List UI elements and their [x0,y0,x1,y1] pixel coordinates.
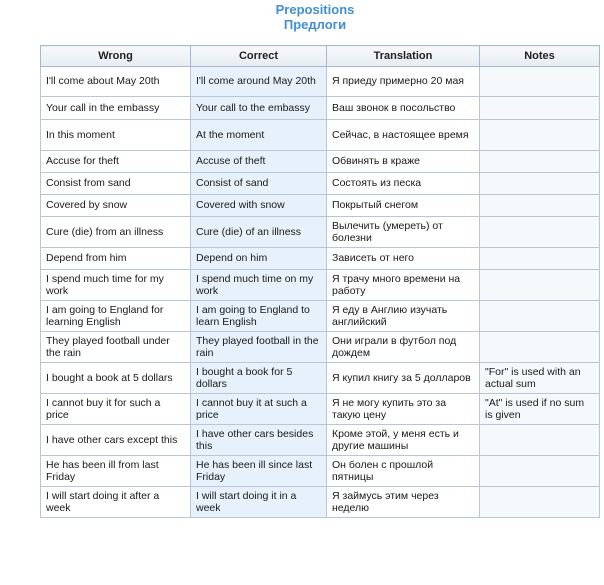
cell-translation: Покрытый снегом [327,195,480,217]
cell-translation: Вылечить (умереть) от болезни [327,217,480,248]
table-row [41,195,600,217]
cell-translation: Я трачу много времени на работу [327,270,480,301]
cell-translation: Он болен с прошлой пятницы [327,456,480,487]
cell-translation: Я еду в Англию изучать английский [327,301,480,332]
cell-notes [480,120,600,151]
cell-translation: Они играли в футбол под дождем [327,332,480,363]
cell-notes [480,301,600,332]
table-row [41,270,600,301]
cell-notes [480,487,600,518]
cell-translation: Я купил книгу за 5 долларов [327,363,480,394]
cell-wrong: I'll come about May 20th [41,67,191,97]
cell-notes [480,332,600,363]
cell-wrong: I cannot buy it for such a price [41,394,191,425]
cell-wrong: Consist from sand [41,173,191,195]
table-row [41,120,600,151]
cell-wrong: Accuse for theft [41,151,191,173]
table-body [41,67,600,518]
cell-notes [480,195,600,217]
cell-wrong: I am going to England for learning English [41,301,191,332]
cell-wrong: I bought a book at 5 dollars [41,363,191,394]
cell-wrong: Your call in the embassy [41,97,191,120]
table-row [41,97,600,120]
cell-correct: I'll come around May 20th [191,67,327,97]
table-row [41,332,600,363]
cell-correct: Consist of sand [191,173,327,195]
cell-translation: Ваш звонок в посольство [327,97,480,120]
page-title [0,2,604,32]
cell-correct: Cure (die) of an illness [191,217,327,248]
table-row [41,248,600,270]
cell-translation: Я не могу купить это за такую цену [327,394,480,425]
cell-wrong: He has been ill from last Friday [41,456,191,487]
cell-translation: Я займусь этим через неделю [327,487,480,518]
table-row [41,67,600,97]
cell-correct: At the moment [191,120,327,151]
cell-correct: Accuse of theft [191,151,327,173]
header-translation: Translation [327,46,480,67]
cell-correct: I spend much time on my work [191,270,327,301]
cell-notes [480,425,600,456]
cell-translation: Состоять из песка [327,173,480,195]
title-russian: Предлоги [283,17,347,32]
cell-notes [480,217,600,248]
title-english: Prepositions [275,2,355,17]
table-row [41,217,600,248]
table-row [41,456,600,487]
cell-notes: "For" is used with an actual sum [480,363,600,394]
cell-correct: I bought a book for 5 dollars [191,363,327,394]
cell-correct: Your call to the embassy [191,97,327,120]
header-notes: Notes [480,46,600,67]
cell-wrong: They played football under the rain [41,332,191,363]
cell-notes [480,97,600,120]
cell-correct: I am going to England to learn English [191,301,327,332]
cell-wrong: I spend much time for my work [41,270,191,301]
table-row [41,425,600,456]
cell-correct: They played football in the rain [191,332,327,363]
cell-correct: Depend on him [191,248,327,270]
cell-correct: Covered with snow [191,195,327,217]
cell-correct: I will start doing it in a week [191,487,327,518]
prepositions-table [40,45,600,518]
cell-wrong: Cure (die) from an illness [41,217,191,248]
table-row [41,487,600,518]
header-correct: Correct [191,46,327,67]
cell-translation: Сейчас, в настоящее время [327,120,480,151]
cell-translation: Обвинять в краже [327,151,480,173]
cell-correct: He has been ill since last Friday [191,456,327,487]
table-row [41,301,600,332]
table-row [41,173,600,195]
cell-wrong: Covered by snow [41,195,191,217]
header-wrong: Wrong [41,46,191,67]
cell-notes [480,456,600,487]
cell-notes [480,270,600,301]
cell-wrong: In this moment [41,120,191,151]
cell-correct: I cannot buy it at such a price [191,394,327,425]
cell-notes: "At" is used if no sum is given [480,394,600,425]
cell-notes [480,173,600,195]
cell-wrong: I will start doing it after a week [41,487,191,518]
cell-wrong: I have other cars except this [41,425,191,456]
header-row [41,46,600,67]
cell-translation: Зависеть от него [327,248,480,270]
cell-correct: I have other cars besides this [191,425,327,456]
cell-wrong: Depend from him [41,248,191,270]
cell-notes [480,151,600,173]
table-row [41,394,600,425]
table-row [41,363,600,394]
cell-notes [480,248,600,270]
cell-translation: Я приеду примерно 20 мая [327,67,480,97]
cell-translation: Кроме этой, у меня есть и другие машины [327,425,480,456]
table-row [41,151,600,173]
cell-notes [480,67,600,97]
